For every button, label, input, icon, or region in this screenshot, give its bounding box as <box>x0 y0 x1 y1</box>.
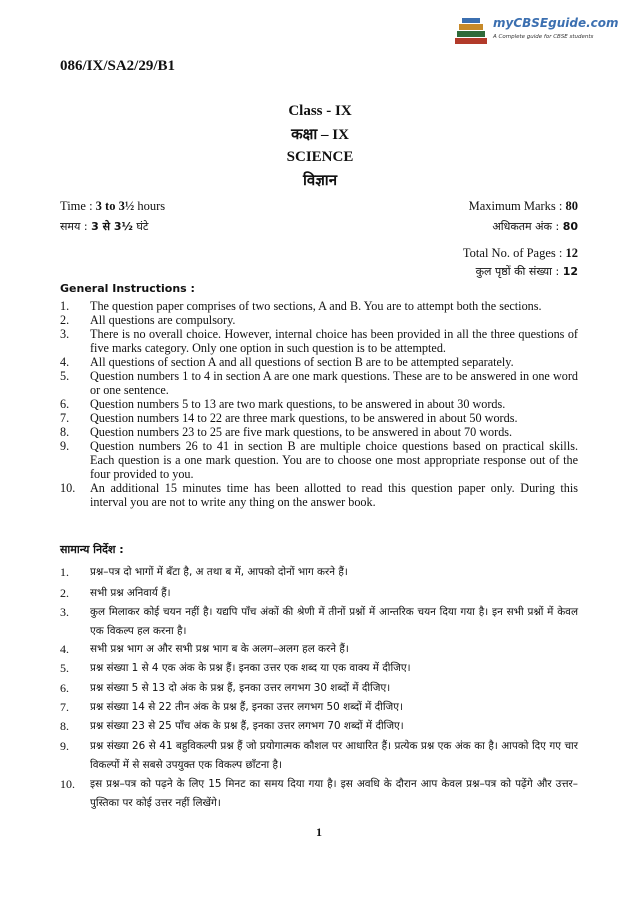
general-instruction-item <box>60 299 578 313</box>
instruction-text: Question numbers 1 to 4 in section A are one mark questions. These are to be answered in one word or one sentence. <box>90 369 578 397</box>
general-instruction-item <box>60 397 578 411</box>
total-pages-en: Total No. of Pages : 12 <box>462 246 578 260</box>
general-instruction-item <box>60 313 578 327</box>
hindi-instruction-item <box>60 563 578 582</box>
instruction-number: 9. <box>60 739 69 753</box>
instruction-text: सभी प्रश्न अनिवार्य हैं। <box>90 587 171 599</box>
general-instruction-item <box>60 327 578 355</box>
instruction-number: 10. <box>60 481 76 495</box>
general-instruction-item <box>60 481 578 509</box>
general-instruction-item <box>60 355 578 369</box>
instruction-number: 1. <box>60 565 69 579</box>
general-instruction-item <box>60 369 578 397</box>
instruction-number: 1. <box>60 299 70 313</box>
hindi-instructions-title: सामान्य निर्देश : <box>60 543 124 556</box>
instruction-text: सभी प्रश्न भाग अ और सभी प्रश्न भाग ब के अलग–अलग हल करने हैं। <box>90 643 349 655</box>
instruction-number: 10. <box>60 777 75 791</box>
instruction-text: प्रश्न संख्या 1 से 4 एक अंक के प्रश्न हैं। इनका उत्तर एक शब्द या एक वाक्य में दीजिए। <box>90 662 411 674</box>
instruction-text: An additional 15 minutes time has been allotted to read this question paper only. During this interval you are not to write any thing on the answer book. <box>90 481 578 509</box>
hindi-instruction-item <box>60 775 578 813</box>
instruction-number: 7. <box>60 411 70 425</box>
total-pages-hi: कुल पृष्ठों की संख्या : 12 <box>475 265 578 278</box>
class-hi: कक्षा – IX <box>291 127 349 143</box>
instruction-number: 6. <box>60 681 69 695</box>
instruction-text: इस प्रश्न–पत्र को पढ़ने के लिए 15 मिनट का समय दिया गया है। इस अवधि के दौरान आप केवल प्रश्न–पत्र को पढ़ेंगे और उत्तर–पुस्तिका पर कोई उत्तर नहीं लिखेंगे। <box>90 778 578 809</box>
instruction-text: Question numbers 5 to 13 are two mark questions, to be answered in about 30 words. <box>90 397 506 411</box>
time-en: Time : 3 to 3½ hours <box>60 199 166 213</box>
instruction-text: प्रश्न संख्या 23 से 25 पाँच अंक के प्रश्न हैं, इनका उत्तर लगभग 70 शब्दों में दीजिए। <box>90 720 404 732</box>
instruction-text: प्रश्न संख्या 14 से 22 तीन अंक के प्रश्न हैं, इनका उत्तर लगभग 50 शब्दों में दीजिए। <box>90 701 403 713</box>
instruction-number: 3. <box>60 605 69 619</box>
max-marks-hi: अधिकतम अंक : 80 <box>492 220 578 233</box>
instruction-number: 5. <box>60 369 70 383</box>
hindi-instruction-item <box>60 640 578 659</box>
instruction-number: 4. <box>60 642 69 656</box>
hindi-instruction-item <box>60 603 578 641</box>
general-instructions-list <box>60 299 578 509</box>
hindi-instruction-item <box>60 679 578 698</box>
instruction-number: 7. <box>60 700 69 714</box>
general-instruction-item <box>60 439 578 481</box>
instruction-text: All questions are compulsory. <box>90 313 236 327</box>
general-instruction-item <box>60 411 578 425</box>
hindi-instruction-item <box>60 737 578 775</box>
max-marks-en: Maximum Marks : 80 <box>468 199 578 213</box>
instruction-text: प्रश्न–पत्र दो भागों में बँटा है, अ तथा ब में, आपको दोनों भाग करने हैं। <box>90 566 348 578</box>
instruction-text: All questions of section A and all questions of section B are to be attempted separately. <box>90 355 514 369</box>
hindi-instruction-item <box>60 659 578 678</box>
paper-code: 086/IX/SA2/29/B1 <box>60 58 176 74</box>
subject-hi: विज्ञान <box>302 173 338 189</box>
instruction-number: 9. <box>60 439 70 453</box>
instruction-text: There is no overall choice. However, internal choice has been provided in all the three questions of five marks category. Only one option in such question is to be attempted. <box>90 327 578 355</box>
instruction-number: 2. <box>60 586 69 600</box>
instruction-number: 2. <box>60 313 70 327</box>
hindi-instruction-item <box>60 717 578 736</box>
general-instructions-title: General Instructions : <box>60 282 195 295</box>
hindi-instruction-item <box>60 698 578 717</box>
instruction-text: प्रश्न संख्या 5 से 13 दो अंक के प्रश्न हैं, इनका उत्तर लगभग 30 शब्दों में दीजिए। <box>90 682 391 694</box>
site-logo <box>453 14 619 50</box>
instruction-number: 4. <box>60 355 70 369</box>
instruction-text: Question numbers 14 to 22 are three mark questions, to be answered in about 50 words. <box>90 411 518 425</box>
class-en: Class - IX <box>288 103 352 119</box>
books-icon <box>453 16 489 48</box>
instruction-number: 6. <box>60 397 70 411</box>
general-instruction-item <box>60 425 578 439</box>
instruction-text: Question numbers 26 to 41 in section B are multiple choice questions based on practical skills. Each question is a one mark question. You are to choose one most appropriate response out of the four provided to you. <box>90 439 578 481</box>
instruction-number: 8. <box>60 425 70 439</box>
hindi-instruction-item <box>60 584 578 603</box>
instruction-text: The question paper comprises of two sections, A and B. You are to attempt both the sections. <box>90 299 542 313</box>
logo-name: myCBSEguide.com <box>493 16 619 30</box>
subject-en: SCIENCE <box>286 149 354 165</box>
instruction-number: 5. <box>60 661 69 675</box>
time-hi: समय : 3 से 3½ घंटे <box>60 220 149 233</box>
page-number: 1 <box>316 825 322 839</box>
logo-tagline: A Complete guide for CBSE students <box>493 34 594 40</box>
instruction-text: प्रश्न संख्या 26 से 41 बहुविकल्पी प्रश्न हैं जो प्रयोगात्मक कौशल पर आधारित हैं। प्रत्येक प्रश्न एक अंक का है। आपको दिए गए चार विकल्पों में से सबसे उपयुक्त एक विकल्प छाँटना है। <box>90 740 578 771</box>
instruction-number: 3. <box>60 327 70 341</box>
instruction-number: 8. <box>60 719 69 733</box>
instruction-text: कुल मिलाकर कोई चयन नहीं है। यद्यपि पाँच अंकों की श्रेणी में तीनों प्रश्नों में आन्तरिक चयन दिया गया है। इन सभी प्रश्नों में केवल एक विकल्प हल करना है। <box>90 606 578 637</box>
instruction-text: Question numbers 23 to 25 are five mark questions, to be answered in about 70 words. <box>90 425 513 439</box>
